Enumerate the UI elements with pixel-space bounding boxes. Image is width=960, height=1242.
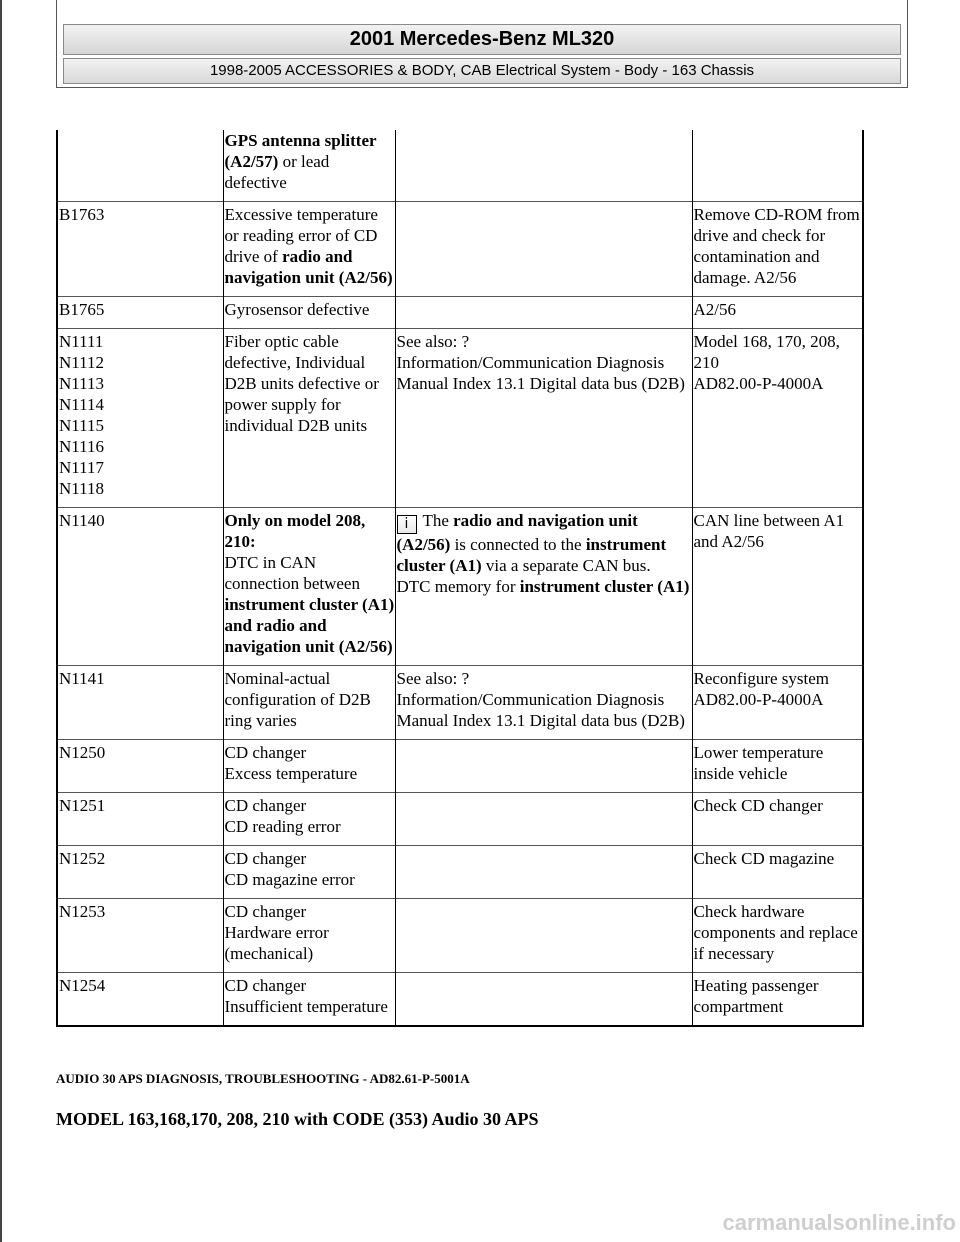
dtc-code-cell: N1140 <box>57 508 223 666</box>
see-also-cell <box>395 899 692 973</box>
description-cell: Excessive temperature or reading error of CD drive of radio and navigation unit (A2/56) <box>223 202 395 297</box>
description-cell: Gyrosensor defective <box>223 297 395 329</box>
info-note-icon: i <box>397 515 417 534</box>
dtc-code-cell: N1250 <box>57 740 223 793</box>
table-row <box>57 329 863 508</box>
dtc-code-cell: N1252 <box>57 846 223 899</box>
table-row <box>57 297 863 329</box>
see-also-cell: See also: ? Information/Communication Diagnosis Manual Index 13.1 Digital data bus (D2B) <box>395 666 692 740</box>
table-row <box>57 793 863 846</box>
description-cell: Nominal-actual configuration of D2B ring varies <box>223 666 395 740</box>
remedy-cell: CAN line between A1 and A2/56 <box>692 508 863 666</box>
see-also-cell: See also: ? Information/Communication Diagnosis Manual Index 13.1 Digital data bus (D2B) <box>395 329 692 508</box>
dtc-code-cell: N1253 <box>57 899 223 973</box>
remedy-cell: Model 168, 170, 208, 210 AD82.00-P-4000A <box>692 329 863 508</box>
remedy-cell: Lower temperature inside vehicle <box>692 740 863 793</box>
see-also-cell: i The radio and navigation unit (A2/56) is connected to the instrument cluster (A1) via a separate CAN bus. DTC memory for instrument cluster (A1) <box>395 508 692 666</box>
dtc-code-cell: B1763 <box>57 202 223 297</box>
description-cell: CD changer Insufficient temperature <box>223 973 395 1027</box>
dtc-code-cell: B1765 <box>57 297 223 329</box>
watermark: carmanualsonline.info <box>722 1210 956 1235</box>
see-also-cell <box>395 846 692 899</box>
remedy-cell: Check hardware components and replace if necessary <box>692 899 863 973</box>
see-also-cell <box>395 793 692 846</box>
remedy-cell: A2/56 <box>692 297 863 329</box>
see-also-cell <box>395 740 692 793</box>
description-cell: CD changer CD reading error <box>223 793 395 846</box>
table-row <box>57 846 863 899</box>
remedy-cell <box>692 130 863 202</box>
table-row <box>57 130 863 202</box>
description-cell: CD changer Hardware error (mechanical) <box>223 899 395 973</box>
see-also-cell <box>395 130 692 202</box>
left-border <box>0 0 2 1242</box>
dtc-code-cell <box>57 130 223 202</box>
model-heading: MODEL 163,168,170, 208, 210 with CODE (353) Audio 30 APS <box>56 1109 539 1129</box>
table-row <box>57 666 863 740</box>
section-heading: AUDIO 30 APS DIAGNOSIS, TROUBLESHOOTING - AD82.61-P-5001A <box>56 1071 470 1086</box>
see-also-cell <box>395 297 692 329</box>
see-also-cell <box>395 202 692 297</box>
remedy-cell: Remove CD-ROM from drive and check for contamination and damage. A2/56 <box>692 202 863 297</box>
description-cell: CD changer Excess temperature <box>223 740 395 793</box>
description-cell: Only on model 208, 210: DTC in CAN connection between instrument cluster (A1) and radio and navigation unit (A2/56) <box>223 508 395 666</box>
table-row <box>57 899 863 973</box>
dtc-code-cell: N1141 <box>57 666 223 740</box>
remedy-cell: Heating passenger compartment <box>692 973 863 1027</box>
table-row <box>57 740 863 793</box>
see-also-cell <box>395 973 692 1027</box>
remedy-cell: Check CD magazine <box>692 846 863 899</box>
page-header <box>56 0 908 88</box>
table-row <box>57 508 863 666</box>
remedy-cell: Reconfigure system AD82.00-P-4000A <box>692 666 863 740</box>
table-row <box>57 202 863 297</box>
description-cell: Fiber optic cable defective, Individual D2B units defective or power supply for individual D2B units <box>223 329 395 508</box>
table-row <box>57 973 863 1027</box>
dtc-code-cell: N1254 <box>57 973 223 1027</box>
remedy-cell: Check CD changer <box>692 793 863 846</box>
document-subtitle: 1998-2005 ACCESSORIES & BODY, CAB Electrical System - Body - 163 Chassis <box>63 58 901 84</box>
dtc-table <box>56 130 864 1027</box>
dtc-code-cell: N1251 <box>57 793 223 846</box>
document-title: 2001 Mercedes-Benz ML320 <box>63 24 901 55</box>
dtc-code-cell: N1111 N1112 N1113 N1114 N1115 N1116 N1117 N1118 <box>57 329 223 508</box>
description-cell: CD changer CD magazine error <box>223 846 395 899</box>
description-cell: GPS antenna splitter (A2/57) or lead defective <box>223 130 395 202</box>
